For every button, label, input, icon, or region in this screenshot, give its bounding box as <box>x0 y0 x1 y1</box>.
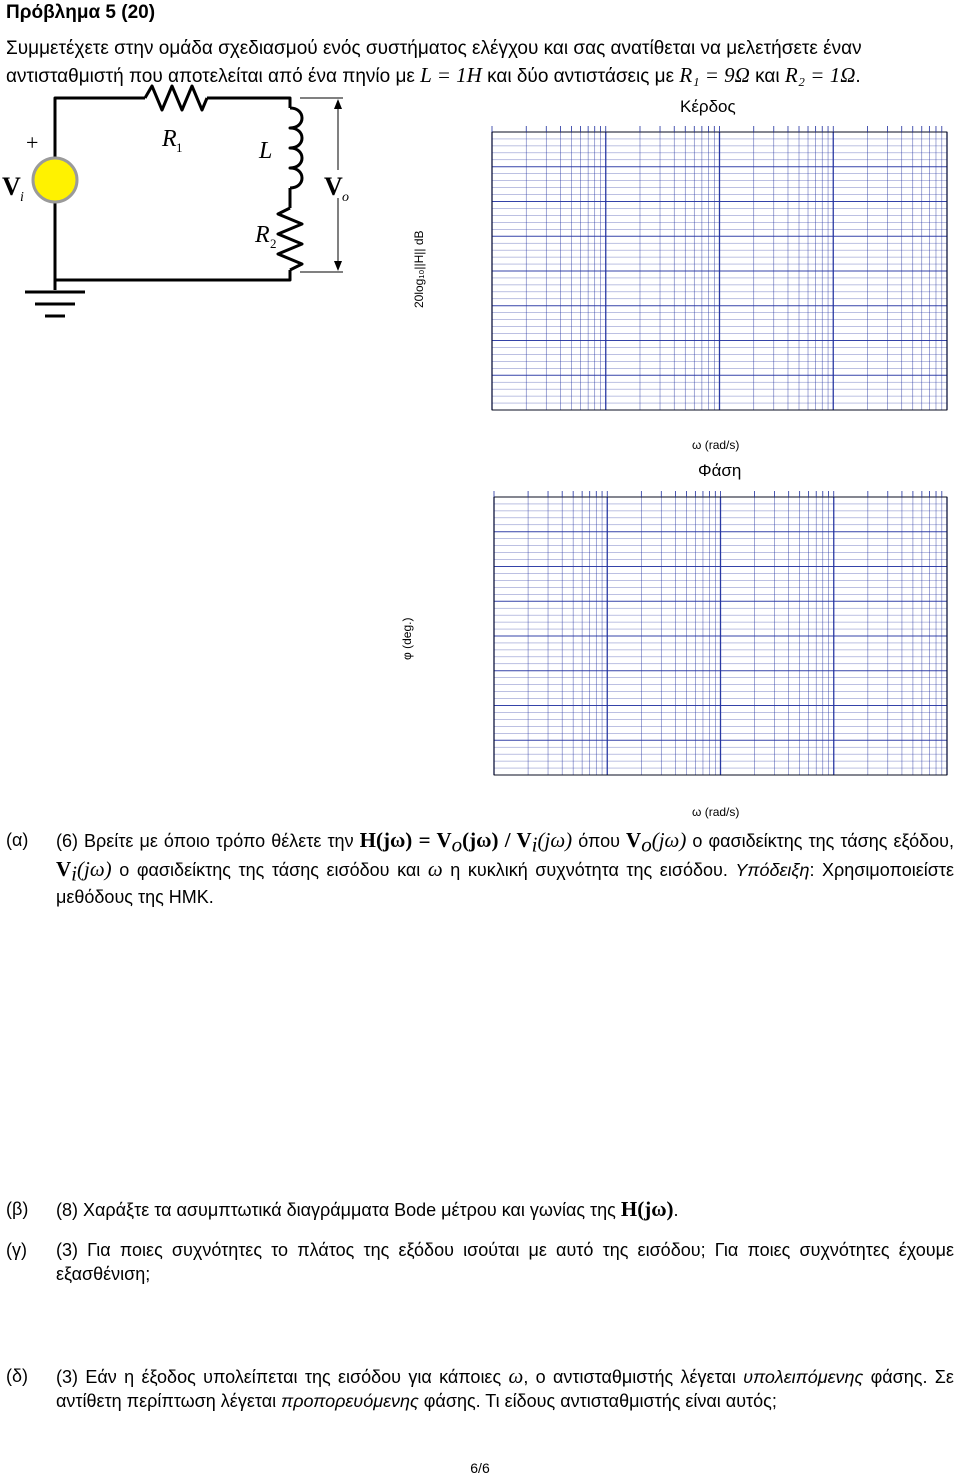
qa-vo: V <box>626 828 642 852</box>
r1-label: R <box>162 126 177 152</box>
qa-text-1: (6) Βρείτε με όποιο τρόπο θέλετε την <box>56 831 354 851</box>
inductance-equation: L = 1H <box>420 63 482 87</box>
vo-label: V <box>324 172 343 201</box>
gain-y-label: 20log₁₀||H|| dB <box>412 230 426 308</box>
qa-text-2: όπου <box>578 831 620 851</box>
qa-text-6: η κυκλική συχνότητα της εισόδου. <box>450 859 728 880</box>
qa-transfer-function-3: (jω) <box>537 828 573 852</box>
qd-text-2: , ο αντισταθμιστής λέγεται <box>523 1367 736 1387</box>
qa-vi-2: (jω) <box>77 856 112 881</box>
qd-text-3: φάσης. Σε αντίθετη περίπτωση λέγεται <box>56 1367 954 1411</box>
vi-label: V <box>2 172 21 201</box>
intro-line-2b: και δύο αντιστάσεις με <box>487 66 675 87</box>
qa-vi-sub: i <box>71 861 78 886</box>
qd-lead: προπορευόμενης <box>281 1391 419 1411</box>
r2-sub: 2 <box>270 236 277 251</box>
qa-text-4: εξόδου, <box>893 831 954 851</box>
circuit-diagram <box>0 80 390 330</box>
voltage-source <box>33 158 77 202</box>
phase-plot-grid <box>488 491 953 781</box>
qa-transfer-function: H(jω) = V <box>359 828 452 852</box>
qa-text-5: ο φασιδείκτης της τάσης εισόδου και <box>119 859 421 880</box>
page-number: 6/6 <box>470 1460 490 1476</box>
r2-label: R <box>255 222 270 248</box>
phase-x-label: ω (rad/s) <box>692 805 740 819</box>
qb-text-1: (8) Χαράξτε τα ασυμπτωτικά διαγράμματα Bode μέτρου και γωνίας της <box>56 1200 616 1220</box>
resistor-r1 <box>145 86 207 110</box>
qa-omega: ω <box>427 856 443 881</box>
qa-vo-2: (jω) <box>651 828 687 852</box>
gain-plot-title: Κέρδος <box>680 97 736 116</box>
question-b-label: (β) <box>6 1199 29 1219</box>
l-label: L <box>259 138 273 164</box>
qb-end: . <box>673 1200 679 1220</box>
r1-sub: 1 <box>176 140 183 155</box>
question-b-text <box>56 1197 954 1222</box>
question-c-label: (γ) <box>6 1240 27 1260</box>
qa-hint: Υπόδειξη <box>735 859 810 880</box>
gain-plot-grid <box>486 126 953 416</box>
qa-sub-i: i <box>531 832 538 857</box>
wire-top-left <box>55 98 145 158</box>
vo-sub: o <box>342 190 349 205</box>
wire-top-right <box>207 98 290 108</box>
phase-y-label: φ (deg.) <box>400 617 414 660</box>
qd-text-1: (3) Εάν η έξοδος υπολείπεται της εισόδου για κάποιες <box>56 1367 502 1387</box>
qd-omega: ω <box>508 1364 524 1388</box>
vi-sub: i <box>20 190 24 205</box>
arrow-down <box>334 261 342 271</box>
qa-vo-sub: o <box>641 832 652 857</box>
intro-line-1: Συμμετέχετε στην ομάδα σχεδιασμού ενός συστήματος ελέγχου και σας ανατίθεται να μελετήσετε έναν <box>6 38 862 59</box>
problem-title: Πρόβλημα 5 (20) <box>6 2 156 23</box>
question-a-text <box>56 828 954 909</box>
resistor-r2 <box>278 208 302 270</box>
gain-x-label: ω (rad/s) <box>692 438 740 452</box>
r2-equation: R₂ = 1Ω <box>784 63 856 87</box>
inductor-l <box>290 108 302 188</box>
question-c-text: (3) Για ποιες συχνότητες το πλάτος της εξόδου ισούται με αυτό της εισόδου; Για ποιες συχνότητες έχουμε εξασθένιση; <box>56 1240 954 1284</box>
qd-text-4: φάσης. Τι είδους αντισταθμιστής είναι αυτός; <box>423 1391 777 1411</box>
plus-sign: + <box>26 130 39 155</box>
qa-vi: V <box>56 856 72 881</box>
r1-equation: R₁ = 9Ω <box>679 63 750 87</box>
qb-transfer-function: H(jω) <box>620 1197 674 1221</box>
question-a-label: (α) <box>6 830 29 850</box>
question-d-label: (δ) <box>6 1366 29 1386</box>
intro-and: και <box>755 66 780 87</box>
qa-sub-o: o <box>451 832 463 857</box>
qd-lag: υπολειπόμενης <box>743 1367 864 1387</box>
intro-line-2: αντισταθμιστή που αποτελείται από ένα πηνίο με <box>6 66 415 87</box>
intro-end: . <box>855 66 861 87</box>
qa-transfer-function-2: (jω) / V <box>462 828 532 852</box>
qa-text-3: ο φασιδείκτης της τάσης <box>692 831 888 851</box>
phase-plot-title: Φάση <box>698 461 742 480</box>
arrow-up <box>334 99 342 109</box>
question-d-text <box>56 1364 954 1413</box>
qa-text-7: : Χρησιμοποιείστε μεθόδους της ΗΜΚ. <box>56 859 954 908</box>
